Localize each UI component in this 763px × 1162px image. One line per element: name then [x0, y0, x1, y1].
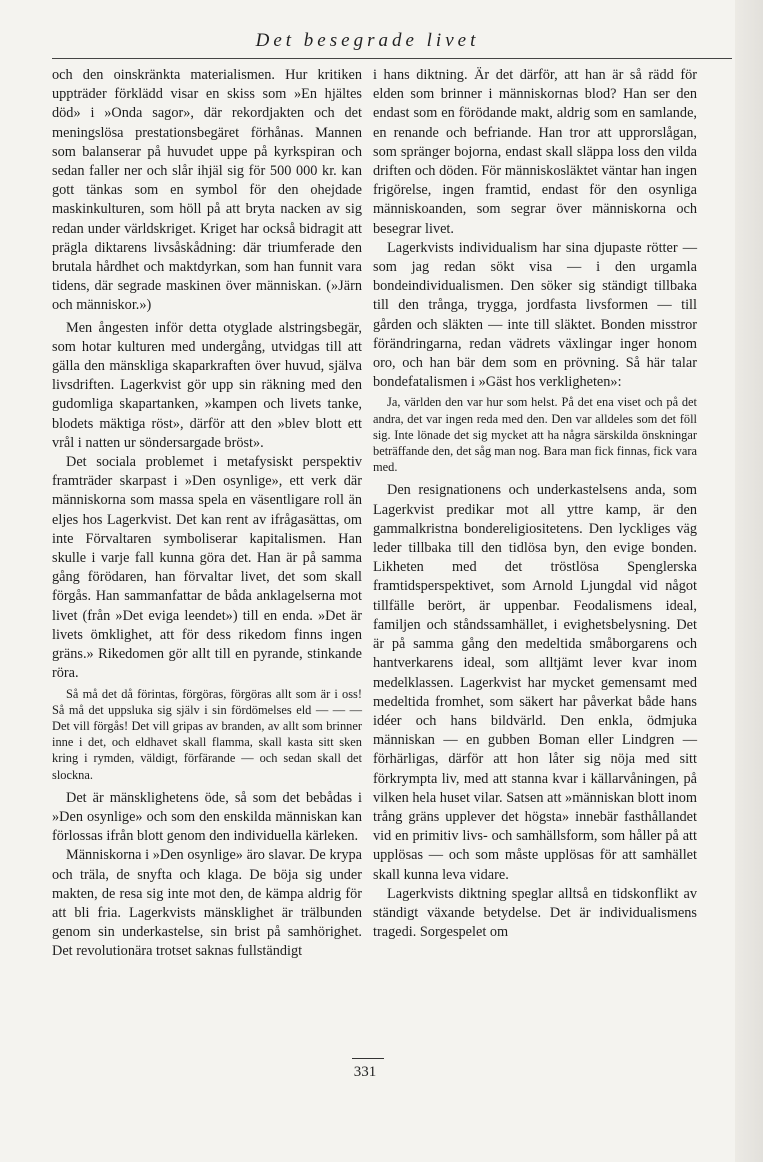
paragraph: Den resignationens och underkastelsens anda, som Lagerkvist predikar mot all yttre kamp, är den gammalkristna bondereligiositetens. Den lyckliges väg leder tillbaka till den tidlösa byn, den evige bonden. Likheten med det tröstlösa Spenglerska framtidsperspektivet, som Arnold Ljungdal vid något tillfälle berört, är uppenbar. Feodalismens ideal, familjen och ståndssamhället, i evighetsbelysning. Det är på samma gång den medeltida småborgarens och hantverkarens ideal, som alltjämt lever kvar inom medelklassen. Lagerkvist har mycket gemensamt med medeltida fromhet, som säkert har påverkat både hans idéer och hans bildvärld. Den enkla, ödmjuka människan — en gubben Boman eller Lindgren — förhärligas, därför att hon låter sig nöja med sitt förkrympta liv, med att stanna kvar i källarvåningen, på vilken hela huset vilar. Satsen att »människan blott inom trång gräns upplever det högsta» innebär fasthållandet vid en primitiv livs- och samhällsform, som håller på att upplösas — och som måste upplösas för att samhället skall kunna leva vidare. [373, 482, 697, 883]
paragraph: och den oinskränkta materialismen. Hur kritiken uppträder förklädd visar en skiss som »En hjältes död» i »Onda sagor», där rekordjakten och det meningslösa prestationsbegäret förhånas. Mannen som balanserar på huvudet uppe på kyrkspiran och sedan faller ner och slår ihjäl sig för 500 000 kr. kan gott tänkas som en symbol för den ohejdade maskinkulturen, som höll på att bryta nacken av sig redan under världskriget. Kriget har också bidragit att prägla diktarens livsåskådning: där triumferade den brutala hårdhet och maktdyrkan, som han funnit vara tidens, där segrade maskinen över människan. (»Järn och människor.») [52, 67, 362, 314]
footer-rule [352, 1058, 384, 1059]
page-number: 331 [353, 1064, 377, 1080]
header-rule [52, 58, 732, 59]
left-column [52, 66, 362, 962]
paragraph: Lagerkvists individualism har sina djupaste rötter — som jag redan sökt visa — i den urgamla bondeindividualismen. Den söker sig ständigt tillbaka till den trånga, trygga, jordfasta livsformen — till gården och släkten — inte till släktet. Bonden misstror förändringarna, redan vädrets växlingar inger honom oro, och han bär dem som en prövning. Så här talar bondefatalismen i »Gäst hos verkligheten»: [373, 239, 697, 391]
paragraph: Men ångesten inför detta otyglade alstringsbegär, som hotar kulturen med undergång, utvidgas till att gälla den mänskliga skaparkraften över huvud, själva livsdriften. Lagerkvist gör upp sin räkning med den gudomliga skapartanken, »kampen och livets tanke, blodets mäktiga röst», därför att den »blev blott ett vrål i natten ur söndersargade bröst». [52, 319, 362, 451]
paragraph: Det sociala problemet i metafysiskt perspektiv framträder skarpast i »Den osynlige», ett verk där människorna som massa spela en väsentligare roll än eljes hos Lagerkvist. Det kan rent av ifrågasättas, om inte Förvaltaren symboliserar kapitalismen. Han skulle i varje fall kunna göra det. Han är på samma gång förödaren, han förvaltar livet, det som skall förgås. Han sammanfattar de båda anklagelserna mot livet (från »Det eviga leendet») till en enda. »Det är livets ömklighet, att för dess rikedom finns ingen gräns.» Rikedomen gör allt till en pyrande, stinkande röra. [52, 454, 362, 682]
paragraph: Det är mänsklighetens öde, så som det bebådas i »Den osynlige» och som den enskilda människan kan förlossas ifrån blott genom den individuella kärleken. [52, 789, 362, 845]
block-quote: Så må det då förintas, förgöras, förgöras allt som är i oss! Så må det uppsluka sig själv i sin fördömelses eld — — — Det vill förgås! Det vill gripas av branden, av allt som brinner inne i det, och eldhavet skall flamma, skall kasta sitt sken kring i rymden, väldigt, förfärande — och sedan skall det slockna. [52, 686, 362, 782]
right-column [373, 66, 697, 942]
running-header: Det besegrade livet [255, 30, 480, 51]
page-edge-shadow [735, 0, 763, 1162]
paragraph: Lagerkvists diktning speglar alltså en tidskonflikt av ständigt växande betydelse. Det är individualismens tragedi. Sorgespelet om [373, 885, 697, 941]
paragraph: Människorna i »Den osynlige» äro slavar. De krypa och träla, de snyfta och klaga. De böja sig under makten, de resa sig inte mot den, de kämpa aldrig för att bli fria. Lagerkvists mänsklighet är trälbunden genom sin underkastelse, sin brist på samhörighet. Det revolutionära trotset saknas fullständigt [52, 847, 362, 960]
block-quote: Ja, världen den var hur som helst. På det ena viset och på det andra, det var ingen reda med den. Den var alldeles som det föll sig. Inte lönade det sig mycket att ha några särskilda önskningar beträffande den, det såg man nog. Bara man fick finnas, fick vara med. [373, 395, 697, 475]
paragraph: i hans diktning. Är det därför, att han är så rädd för elden som brinner i människornas blod? Han ser den endast som en förödande makt, aldrig som en samlande, en renande och befriande. Han tror att upprorslågan, som spränger bojorna, endast skall släppa loss den vilda driften och döden. För människosläktet väntar han ingen frigörelse, ingen framtid, endast för den osynliga människoanden, som segrar över människorna och besegrar livet. [373, 67, 697, 237]
